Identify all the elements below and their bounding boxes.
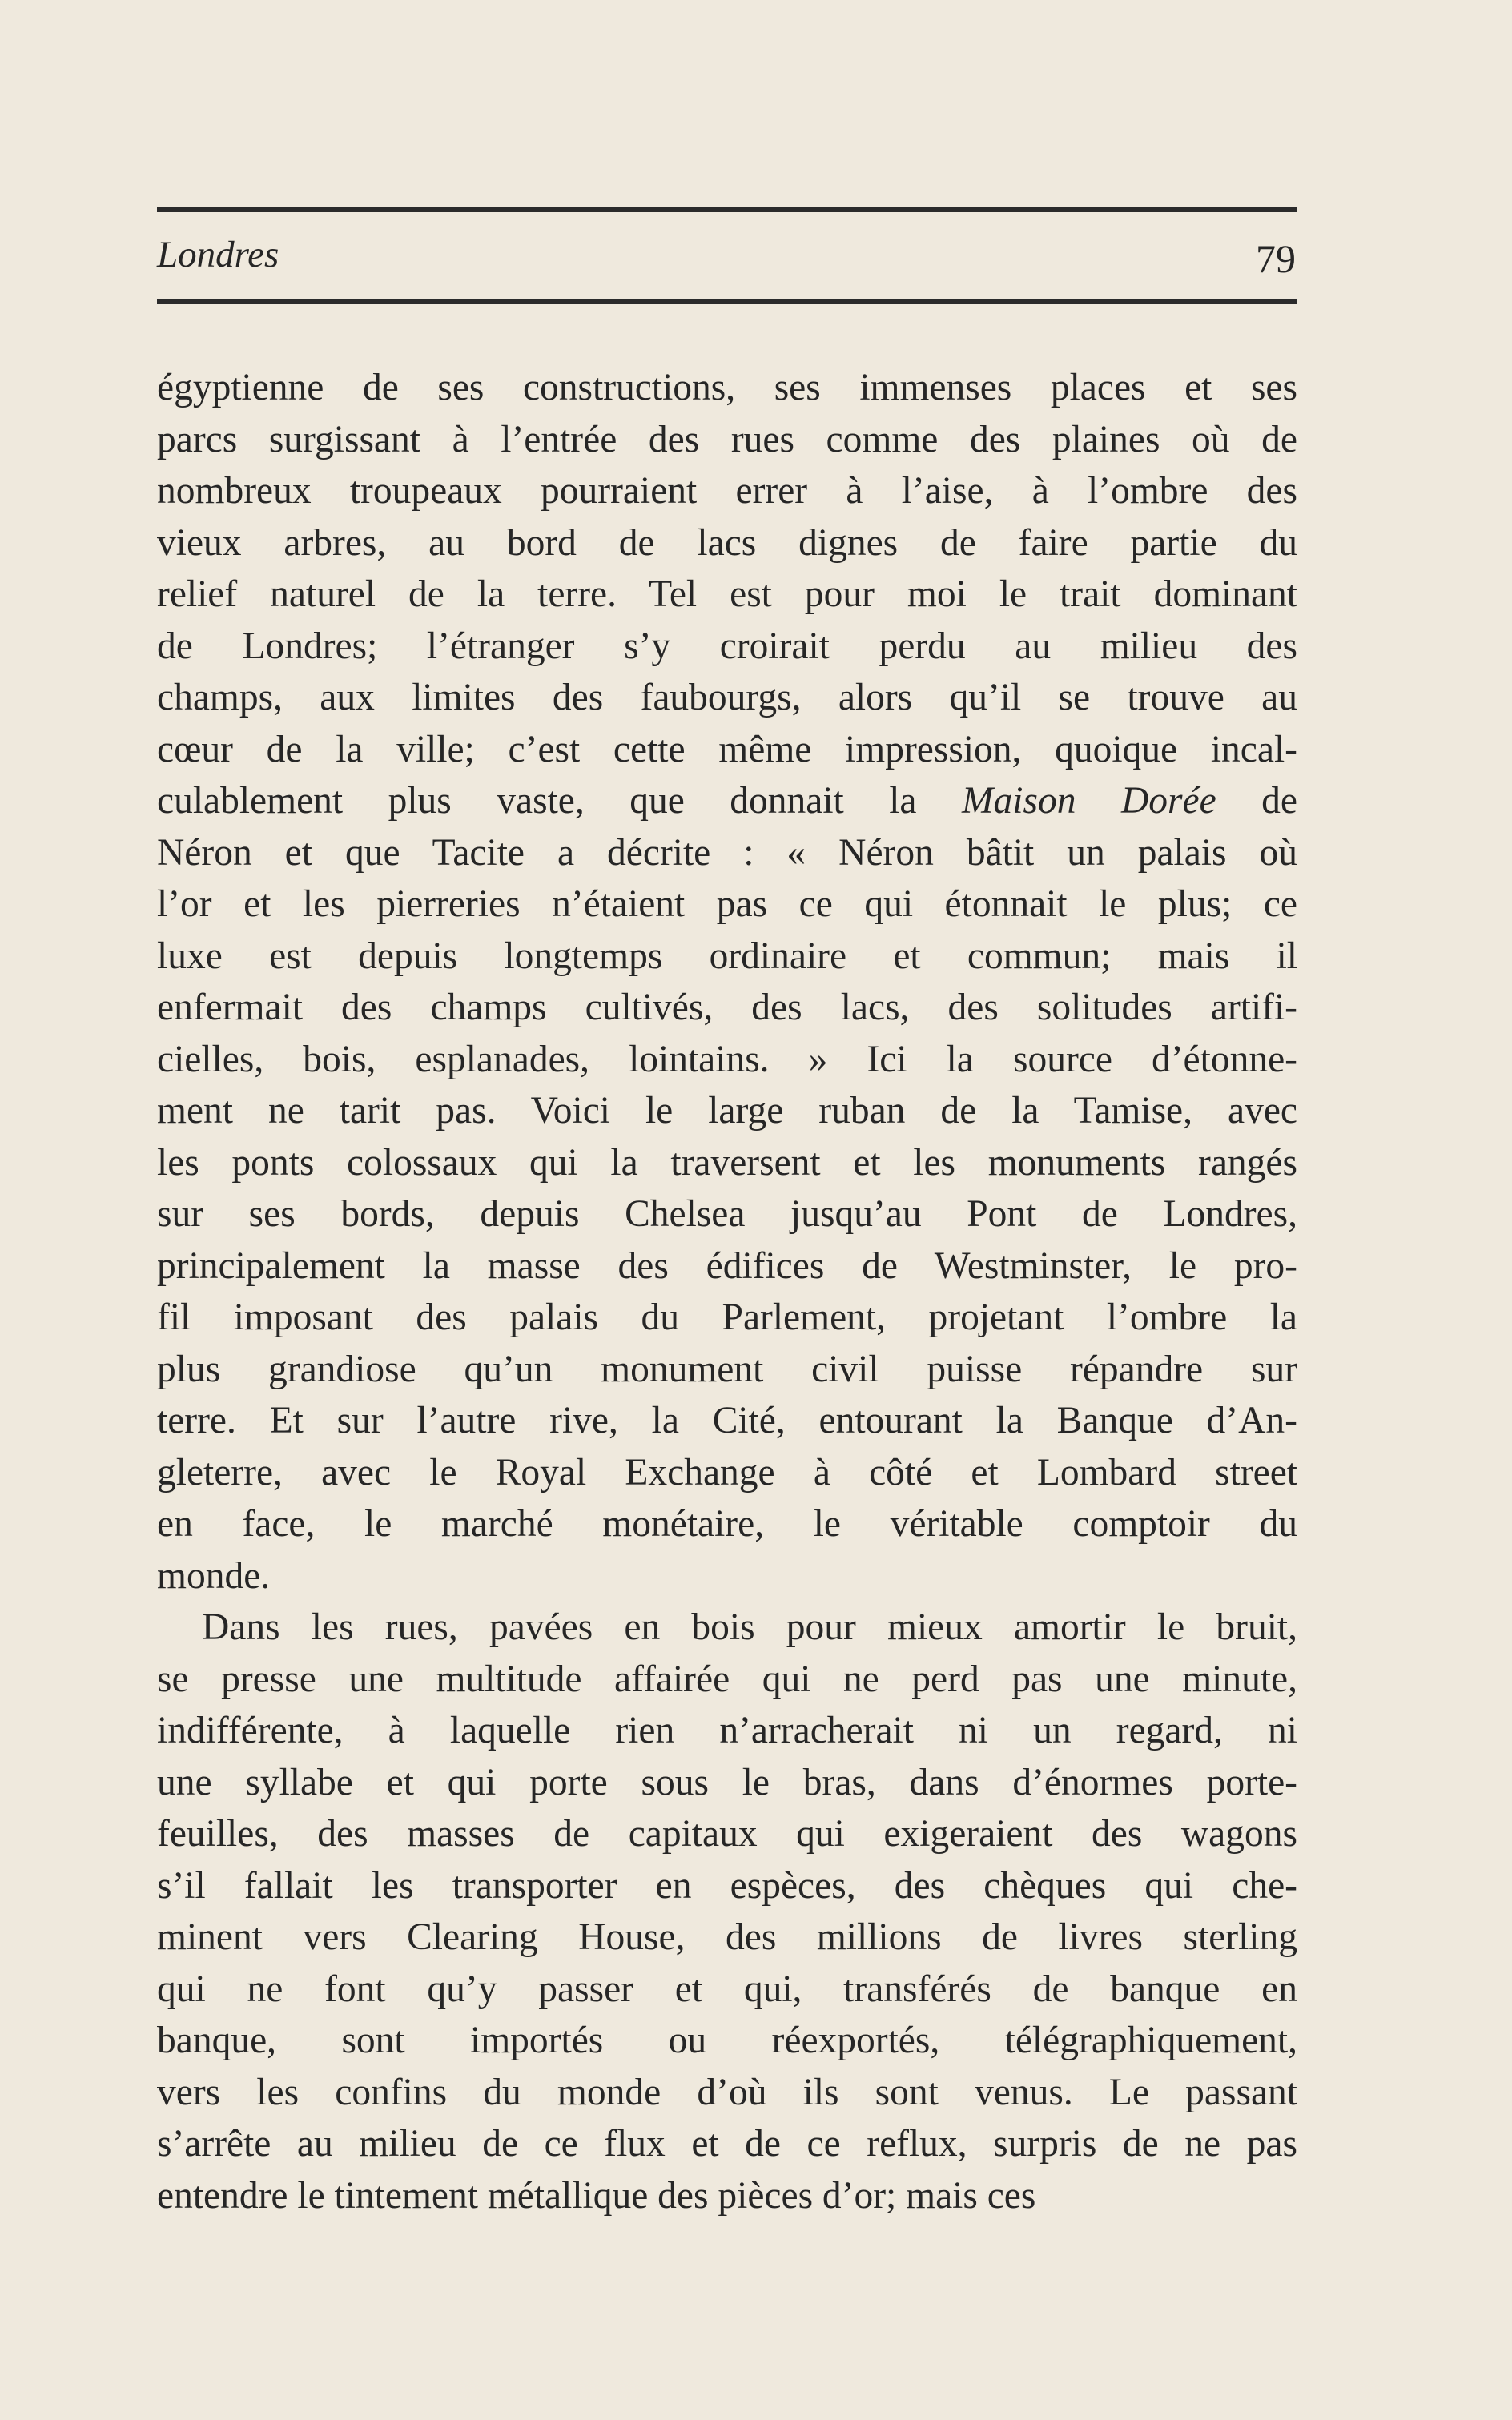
text-line: terre. Et sur l’autre rive, la Cité, entourant la Banque d’An- bbox=[157, 1400, 1297, 1441]
text-line: nombreux troupeaux pourraient errer à l’aise, à l’ombre des bbox=[157, 470, 1297, 512]
text-line: de Londres; l’étranger s’y croirait perdu au milieu des bbox=[157, 625, 1297, 667]
text-line: les ponts colossaux qui la traversent et les monuments rangés bbox=[157, 1141, 1297, 1184]
header-bottom-rule bbox=[157, 299, 1297, 304]
text-line: vieux arbres, au bord de lacs dignes de faire partie du bbox=[157, 521, 1297, 564]
italic-title: Maison Dorée bbox=[961, 780, 1216, 822]
text-line: en face, le marché monétaire, le véritable comptoir du bbox=[157, 1503, 1297, 1545]
paragraph bbox=[157, 362, 1297, 1602]
text-line: Néron et que Tacite a décrite : « Néron bâtit un palais où bbox=[157, 831, 1297, 874]
text-line: ment ne tarit pas. Voici le large ruban de la Tamise, avec bbox=[157, 1090, 1297, 1132]
text-line: principalement la masse des édifices de Westminster, le pro- bbox=[157, 1244, 1297, 1287]
text-line: relief naturel de la terre. Tel est pour moi le trait dominant bbox=[157, 573, 1297, 615]
text-line: vers les confins du monde d’où ils sont venus. Le passant bbox=[157, 2071, 1297, 2113]
text-line: champs, aux limites des faubourgs, alors qu’il se trouve au bbox=[157, 677, 1297, 718]
text-line: se presse une multitude affairée qui ne perd pas une minute, bbox=[157, 1658, 1297, 1700]
paragraph bbox=[157, 1602, 1297, 2221]
text-segment: culablement plus vaste, que donnait la bbox=[157, 780, 962, 822]
text-line: égyptienne de ses constructions, ses immenses places et ses bbox=[157, 367, 1297, 408]
text-line: l’or et les pierreries n’étaient pas ce qui étonnait le plus; ce bbox=[157, 883, 1297, 925]
text-line: s’il fallait les transporter en espèces, des chèques qui che- bbox=[157, 1864, 1297, 1907]
text-line: feuilles, des masses de capitaux qui exigeraient des wagons bbox=[157, 1813, 1297, 1855]
text-line: cielles, bois, esplanades, lointains. » Ici la source d’étonne- bbox=[157, 1038, 1297, 1080]
text-line: qui ne font qu’y passer et qui, transférés de banque en bbox=[157, 1968, 1297, 2010]
text-line: minent vers Clearing House, des millions de livres sterling bbox=[157, 1916, 1297, 1958]
page-number: 79 bbox=[1256, 236, 1296, 281]
text-line: gleterre, avec le Royal Exchange à côté et Lombard street bbox=[157, 1451, 1297, 1493]
text-line: s’arrête au milieu de ce flux et de ce reflux, surpris de ne pas bbox=[157, 2123, 1297, 2165]
text-line: entendre le tintement métallique des pièces d’or; mais ces bbox=[157, 2174, 1036, 2217]
text-line bbox=[157, 775, 1297, 827]
body-text bbox=[157, 362, 1297, 2221]
text-line: parcs surgissant à l’entrée des rues comme des plaines où de bbox=[157, 418, 1297, 460]
text-line: monde. bbox=[157, 1554, 271, 1597]
running-title: Londres bbox=[157, 234, 279, 275]
text-line: enfermait des champs cultivés, des lacs, des solitudes artifi- bbox=[157, 987, 1297, 1028]
text-line: indifférente, à laquelle rien n’arracherait ni un regard, ni bbox=[157, 1710, 1297, 1751]
text-line: fil imposant des palais du Parlement, projetant l’ombre la bbox=[157, 1296, 1297, 1338]
text-line: cœur de la ville; c’est cette même impression, quoique incal- bbox=[157, 728, 1297, 770]
text-line: plus grandiose qu’un monument civil puisse répandre sur bbox=[157, 1348, 1297, 1390]
text-line: Dans les rues, pavées en bois pour mieux amortir le bruit, bbox=[202, 1606, 1297, 1648]
text-line: une syllabe et qui porte sous le bras, dans d’énormes porte- bbox=[157, 1761, 1297, 1803]
text-line: sur ses bords, depuis Chelsea jusqu’au Pont de Londres, bbox=[157, 1193, 1297, 1235]
text-segment: de bbox=[1216, 780, 1297, 822]
header-top-rule bbox=[157, 207, 1297, 212]
text-line: banque, sont importés ou réexportés, télégraphiquement, bbox=[157, 2020, 1297, 2061]
text-line: luxe est depuis longtemps ordinaire et commun; mais il bbox=[157, 935, 1297, 977]
